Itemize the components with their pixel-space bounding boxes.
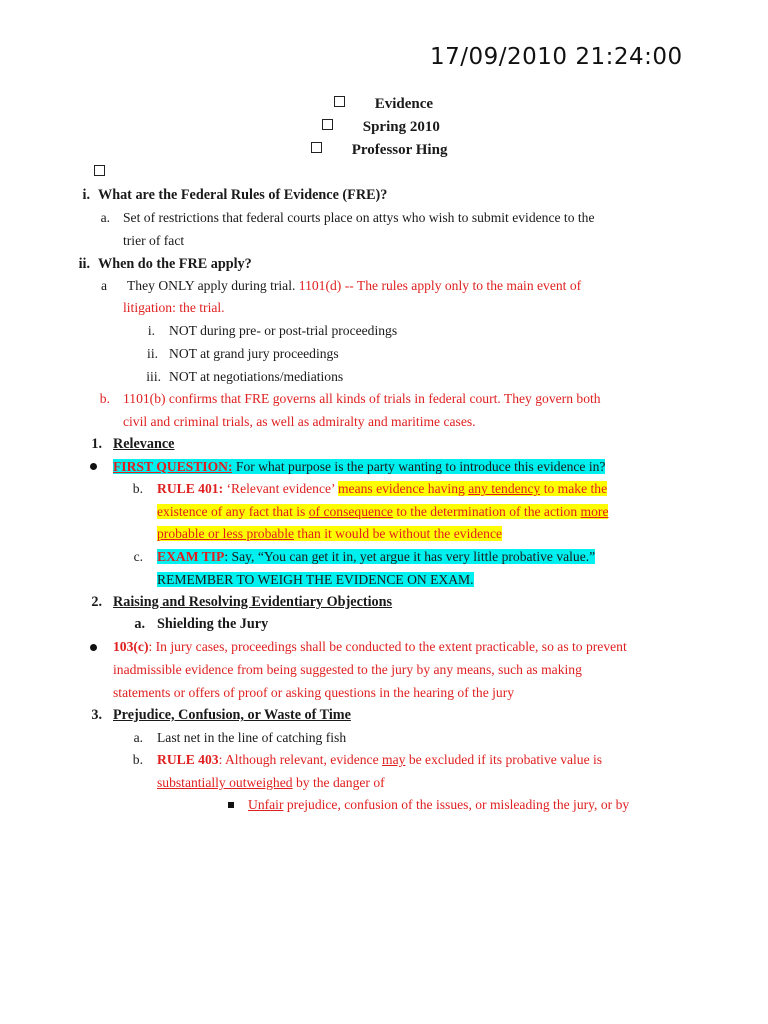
- rule-401-label: RULE 401: [157, 481, 219, 496]
- not-negotiations: NOT at negotiations/mediations: [169, 369, 344, 384]
- fre-apply-text: They ONLY apply during trial.: [127, 278, 299, 293]
- section-relevance: Relevance: [113, 436, 175, 452]
- outline-label: 3.: [91, 707, 102, 723]
- fre-apply-line2: litigation: the trial.: [123, 300, 225, 315]
- section-objections: Raising and Resolving Evidentiary Objections: [113, 594, 393, 610]
- first-question-text: For what purpose is the party wanting to introduce this evidence in?: [232, 459, 606, 474]
- not-pre-post-trial: NOT during pre- or post-trial proceedings: [169, 323, 398, 338]
- outline-label: ii.: [147, 346, 158, 361]
- checkbox-icon: [94, 165, 105, 176]
- rule-403-label: RULE 403: [157, 752, 219, 767]
- course-professor: Professor Hing: [351, 142, 448, 158]
- checkbox-icon: [322, 119, 333, 130]
- first-question-line: [113, 459, 605, 475]
- outline-label: b.: [132, 481, 143, 496]
- rule-401-line3: probable or less probable than it would be without the evidence: [157, 526, 503, 541]
- rule-403-line1: RULE 403: Although relevant, evidence may be excluded if its probative value is: [157, 752, 603, 767]
- not-grand-jury: NOT at grand jury proceedings: [169, 346, 339, 361]
- rule-1101d-text: 1101(d) -- The rules apply only to the main event of: [298, 278, 582, 293]
- fre-def-line2: trier of fact: [123, 233, 185, 248]
- rule-403-line2: substantially outweighed by the danger of: [157, 775, 385, 790]
- outline-label: i.: [82, 187, 90, 203]
- rule-103c-line2: inadmissible evidence from being suggested to the jury by any means, such as making: [113, 662, 582, 677]
- header-line-1: [334, 96, 433, 113]
- checkbox-icon: [311, 142, 322, 153]
- header-line-2: [322, 119, 440, 136]
- heading-fre-apply: When do the FRE apply?: [98, 256, 252, 272]
- outline-label: i.: [147, 323, 155, 338]
- bullet-icon: [90, 644, 97, 651]
- rule-401-line1: RULE 401: ‘Relevant evidence’ means evidence having any tendency to make the: [157, 481, 608, 496]
- course-title: Evidence: [374, 96, 434, 112]
- rule-1101b-line1: 1101(b) confirms that FRE governs all kinds of trials in federal court. They govern both: [123, 391, 601, 406]
- header-line-3: [311, 142, 447, 159]
- bullet-icon: [90, 463, 97, 470]
- first-question-label: FIRST QUESTION:: [113, 459, 233, 474]
- subsection-shielding-jury: Shielding the Jury: [157, 616, 269, 632]
- rule-401-line2: existence of any fact that is of consequence to the determination of the action more: [157, 504, 609, 519]
- exam-tip-line1: [157, 549, 595, 565]
- outline-label: 2.: [91, 594, 102, 610]
- unfair-prejudice-line: Unfair prejudice, confusion of the issues, or misleading the jury, or by: [248, 797, 630, 812]
- outline-label: a.: [100, 210, 110, 225]
- outline-label: a.: [134, 616, 145, 632]
- rule-103c-line3: statements or offers of proof or asking questions in the hearing of the jury: [113, 685, 515, 700]
- timestamp: 17/09/2010 21:24:00: [430, 44, 683, 70]
- unfair-text: Unfair: [248, 797, 284, 812]
- exam-tip-label: EXAM TIP: [157, 549, 225, 564]
- outline-label: 1.: [91, 436, 102, 452]
- exam-tip-text: : Say, “You can get it in, yet argue it has very little probative value.”: [224, 549, 596, 564]
- empty-checkbox-line: [94, 165, 105, 182]
- course-term: Spring 2010: [362, 119, 440, 135]
- rule-103c-label: 103(c): [113, 639, 149, 654]
- outline-label: c.: [133, 549, 143, 564]
- exam-tip-line2: [157, 572, 474, 588]
- outline-label: b.: [132, 752, 143, 767]
- rule-103c-line1: 103(c): In jury cases, proceedings shall be conducted to the extent practicable, so as to prevent: [113, 639, 627, 654]
- outline-label: a: [100, 278, 107, 293]
- square-bullet-icon: [228, 802, 234, 808]
- outline-label: a.: [133, 730, 143, 745]
- checkbox-icon: [334, 96, 345, 107]
- rule-1101b-line2: civil and criminal trials, as well as admiralty and maritime cases.: [123, 414, 476, 429]
- section-prejudice: Prejudice, Confusion, or Waste of Time: [113, 707, 351, 723]
- fre-def-line1: Set of restrictions that federal courts place on attys who wish to submit evidence to the: [123, 210, 595, 225]
- last-net-text: Last net in the line of catching fish: [157, 730, 347, 745]
- exam-tip-reminder: REMEMBER TO WEIGH THE EVIDENCE ON EXAM.: [157, 572, 474, 587]
- heading-fre: What are the Federal Rules of Evidence (FRE)?: [98, 187, 388, 203]
- outline-label: ii.: [78, 256, 90, 272]
- outline-label: b.: [99, 391, 110, 406]
- outline-label: iii.: [146, 369, 161, 384]
- fre-apply-line1: [127, 278, 581, 294]
